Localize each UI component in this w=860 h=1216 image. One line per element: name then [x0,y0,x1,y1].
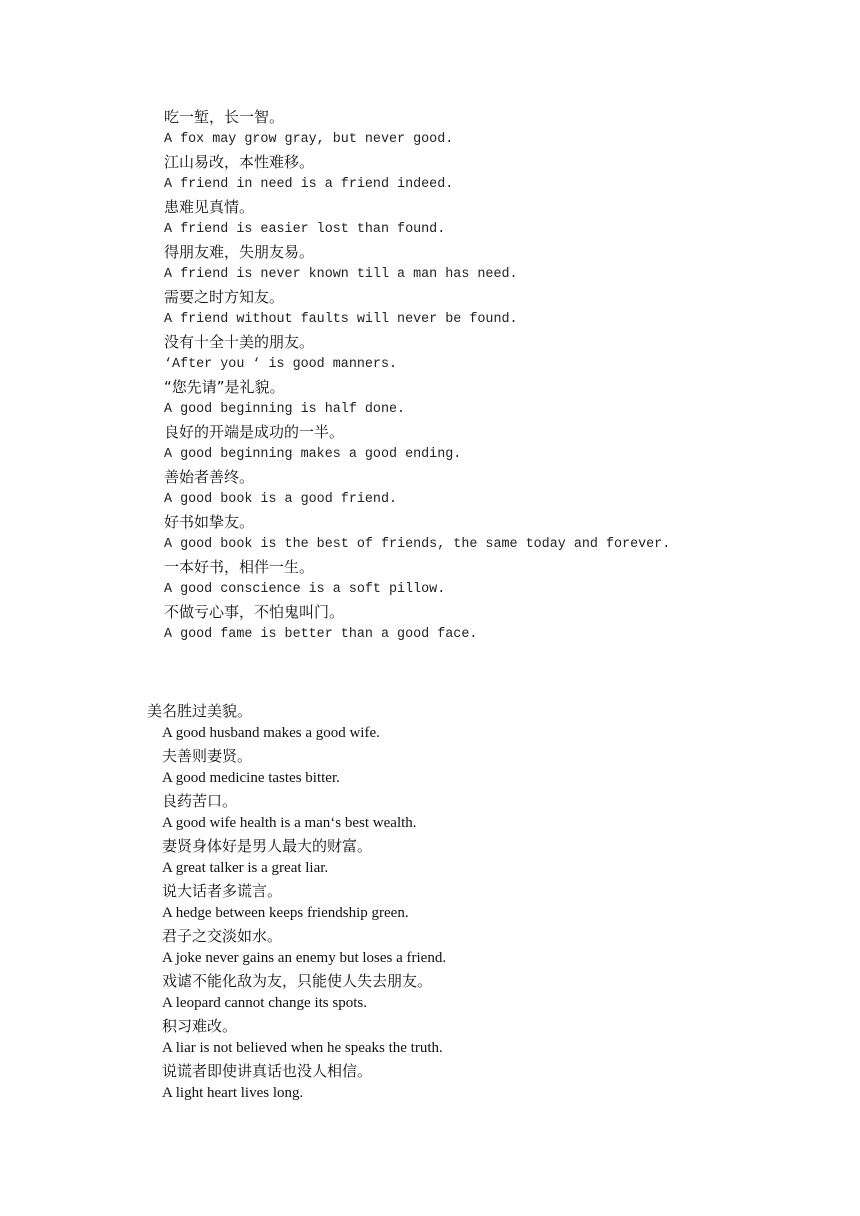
proverb-english: A good book is the best of friends, the same today and forever. [164,537,671,552]
proverb-translation: 夫善则妻贤。 [162,747,253,765]
proverb-translation: 善始者善终。 [164,468,255,486]
proverb-english: A light heart lives long. [162,1085,304,1101]
proverb-translation: 不做亏心事，不怕鬼叫门。 [164,603,345,621]
proverb-english: A friend is easier lost than found. [164,222,446,237]
proverb-english: A good wife health is a man‘s best wealth. [162,815,417,831]
proverb-translation: 得朋友难，失朋友易。 [164,243,315,261]
proverb-translation: 妻贤身体好是男人最大的财富。 [162,837,373,855]
proverb-translation: 江山易改，本性难移。 [164,153,315,171]
proverb-english: A great talker is a great liar. [162,860,329,876]
proverb-english: A fox may grow gray, but never good. [164,132,454,147]
proverb-translation: 说大话者多谎言。 [162,882,283,900]
proverb-english: A joke never gains an enemy but loses a friend. [162,950,447,966]
proverb-translation: 需要之时方知友。 [164,288,285,306]
section-heading: 美名胜过美貌。 [147,702,253,720]
proverb-english: A friend without faults will never be found. [164,312,518,327]
proverb-translation: 良药苦口。 [162,792,238,810]
proverb-english: A good beginning makes a good ending. [164,447,462,462]
proverb-translation: 君子之交淡如水。 [162,927,283,945]
proverb-translation: 吃一堑，长一智。 [164,108,285,126]
proverb-english: A good book is a good friend. [164,492,398,507]
proverb-translation: 没有十全十美的朋友。 [164,333,315,351]
proverb-english: A friend in need is a friend indeed. [164,177,454,192]
proverb-english: A good conscience is a soft pillow. [164,582,446,597]
proverb-translation: 好书如挚友。 [164,513,255,531]
proverb-translation: 患难见真情。 [164,198,255,216]
proverb-english: A good beginning is half done. [164,402,406,417]
proverb-english: A good fame is better than a good face. [164,627,478,642]
proverb-translation: 说谎者即使讲真话也没人相信。 [162,1062,373,1080]
proverb-translation: 良好的开端是成功的一半。 [164,423,345,441]
proverb-translation: 戏谑不能化敌为友，只能使人失去朋友。 [162,972,433,990]
proverb-english: A leopard cannot change its spots. [162,995,367,1011]
proverb-english: ‘After you ‘ is good manners. [164,357,398,372]
proverb-english: A good medicine tastes bitter. [162,770,340,786]
proverb-translation: 积习难改。 [162,1017,238,1035]
proverb-english: A hedge between keeps friendship green. [162,905,409,921]
proverb-english: A good husband makes a good wife. [162,725,380,741]
proverb-english: A friend is never known till a man has need. [164,267,518,282]
proverb-english: A liar is not believed when he speaks the truth. [162,1040,443,1056]
proverb-translation: “您先请”是礼貌。 [164,378,285,396]
proverb-translation: 一本好书，相伴一生。 [164,558,315,576]
